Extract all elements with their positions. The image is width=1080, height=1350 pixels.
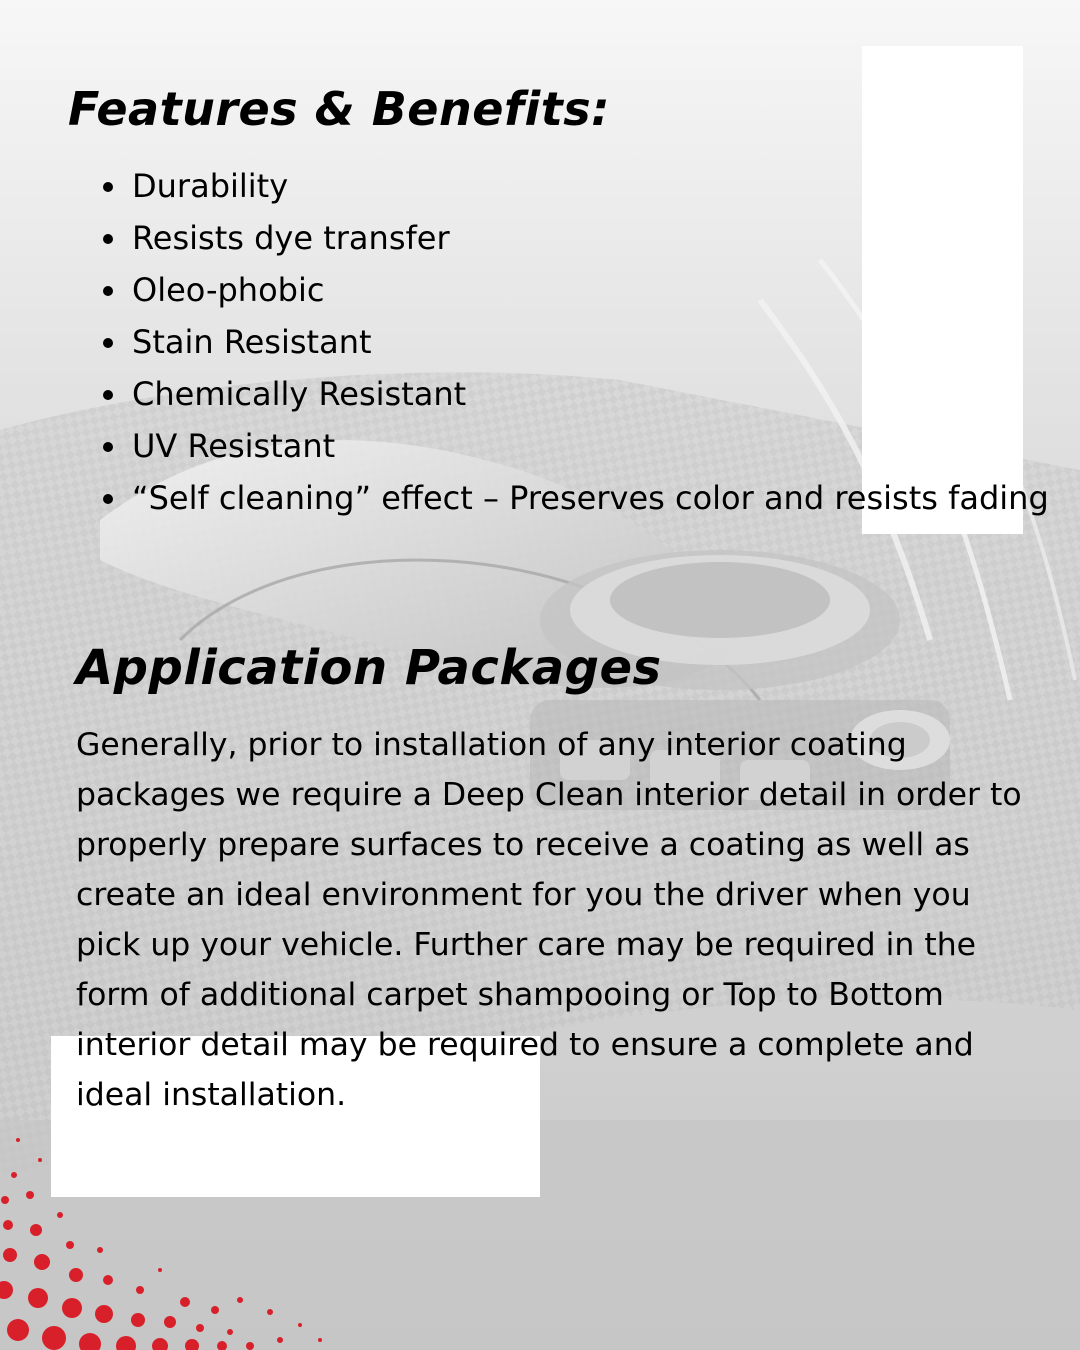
list-item: • UV Resistant <box>130 420 1050 472</box>
features-title: Features & Benefits: <box>68 82 610 136</box>
list-item: • Oleo-phobic <box>130 264 1050 316</box>
list-item: • Durability <box>130 160 1050 212</box>
list-item: • Chemically Resistant <box>130 368 1050 420</box>
list-item: • Stain Resistant <box>130 316 1050 368</box>
list-item: • Resists dye transfer <box>130 212 1050 264</box>
packages-description: Generally, prior to installation of any interior coating packages we require a Deep Clean interior detail in order to properly prepare surfaces to receive a coating as well as create an ideal environment for you the driver when you pick up your vehicle. Further care may be required in the form of additional carpet shampooing or Top to Bottom interior detail may be required to ensure a complete and ideal installation. <box>76 727 1022 1113</box>
list-item: • “Self cleaning” effect – Preserves color and resists fading <box>130 472 1050 524</box>
packages-title: Application Packages <box>76 640 662 696</box>
features-list <box>100 160 1050 524</box>
